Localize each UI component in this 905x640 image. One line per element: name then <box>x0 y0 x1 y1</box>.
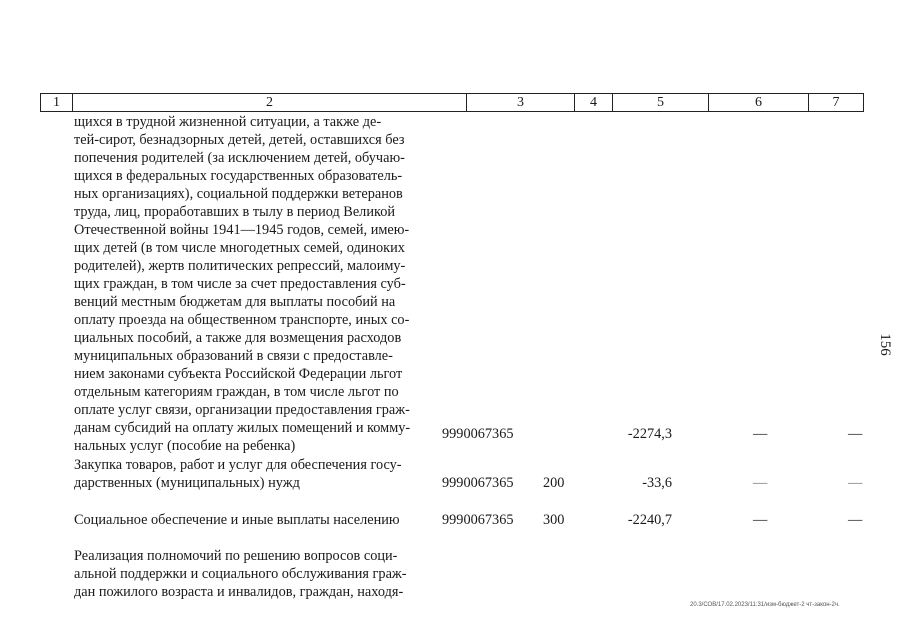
text-line: ных организациях), социальной поддержки ветеранов <box>74 186 403 202</box>
header-col-1: 1 <box>41 94 73 111</box>
row-1-amount: -2274,3 <box>627 426 672 442</box>
page-number: 156 <box>876 333 893 356</box>
text-line: тей-сирот, безнадзорных детей, детей, оставшихся без <box>74 132 405 148</box>
text-line: щих детей (в том числе многодетных семей, одиноких <box>74 240 405 256</box>
row-2-col6-dash <box>753 474 773 492</box>
header-col-4: 4 <box>575 94 613 111</box>
row-3-amount: -2240,7 <box>627 512 672 528</box>
text-line: щих граждан, в том числе за счет предоставления суб- <box>74 276 406 292</box>
dash-text: — <box>848 426 863 442</box>
text-line: дарственных (муниципальных) нужд <box>74 475 300 491</box>
row-1-code: 9990067365 <box>442 426 514 442</box>
row-2-code: 9990067365 <box>442 475 514 491</box>
text-line: нальных услуг (пособие на ребенка) <box>74 438 296 454</box>
row-3-kvr: 300 <box>543 512 565 528</box>
dash-text: — <box>753 475 768 491</box>
table-header <box>40 93 864 112</box>
dash-text: — <box>848 512 863 528</box>
dash-text: — <box>753 426 768 442</box>
text-line: нием законами субъекта Российской Федерации льгот <box>74 366 403 382</box>
text-line: родителей), жертв политических репрессий, малоиму- <box>74 258 406 274</box>
row-1-col7-dash <box>848 425 864 443</box>
text-line: муниципальных образований в связи с предоставле- <box>74 348 393 364</box>
row-2-kvr: 200 <box>543 475 565 491</box>
text-line: циальных пособий, а также для возмещения расходов <box>74 330 402 346</box>
row-1-col6-dash <box>753 425 773 443</box>
header-col-6: 6 <box>709 94 809 111</box>
text-line: оплате услуг связи, организации предоставления граж- <box>74 402 410 418</box>
text-line: данам субсидий на оплату жилых помещений и комму- <box>74 420 411 436</box>
text-line: венций местным бюджетам для выплаты пособий на <box>74 294 396 310</box>
row-3-code: 9990067365 <box>442 512 514 528</box>
text-line: альной поддержки и социального обслуживания граж- <box>74 566 407 582</box>
dash-text: — <box>753 512 768 528</box>
row-3-description: Социальное обеспечение и иные выплаты населению <box>74 512 400 528</box>
text-line: попечения родителей (за исключением детей, обучаю- <box>74 150 405 166</box>
document-footer: 20.3/СОВ/17.02.2023/11:31/изм-бюджет-2 чт-закон-2ч. <box>690 602 840 608</box>
dash-text: — <box>848 475 863 491</box>
text-line: труда, лиц, проработавших в тылу в период Великой <box>74 204 395 220</box>
text-line: оплату проезда на общественном транспорте, иных со- <box>74 312 410 328</box>
text-line: Отечественной войны 1941—1945 годов, семей, имею- <box>74 222 410 238</box>
row-2-amount: -33,6 <box>642 475 672 491</box>
text-line: щихся в трудной жизненной ситуации, а также де- <box>74 114 382 130</box>
text-line: Закупка товаров, работ и услуг для обеспечения госу- <box>74 457 402 473</box>
header-col-5: 5 <box>613 94 709 111</box>
row-2-description <box>74 456 426 492</box>
text-line: Реализация полномочий по решению вопросов соци- <box>74 548 398 564</box>
row-1-description <box>74 113 426 455</box>
row-3-col6-dash <box>753 511 773 529</box>
text-line: щихся в федеральных государственных образователь- <box>74 168 403 184</box>
header-col-2: 2 <box>73 94 467 111</box>
row-3-col7-dash <box>848 511 864 529</box>
header-col-7: 7 <box>832 95 840 110</box>
text-line: дан пожилого возраста и инвалидов, граждан, находя- <box>74 584 404 600</box>
header-col-3: 3 <box>467 94 575 111</box>
row-2-col7-dash <box>848 474 864 492</box>
text-line: отдельным категориям граждан, в том числе льгот по <box>74 384 399 400</box>
row-4-description <box>74 547 426 601</box>
